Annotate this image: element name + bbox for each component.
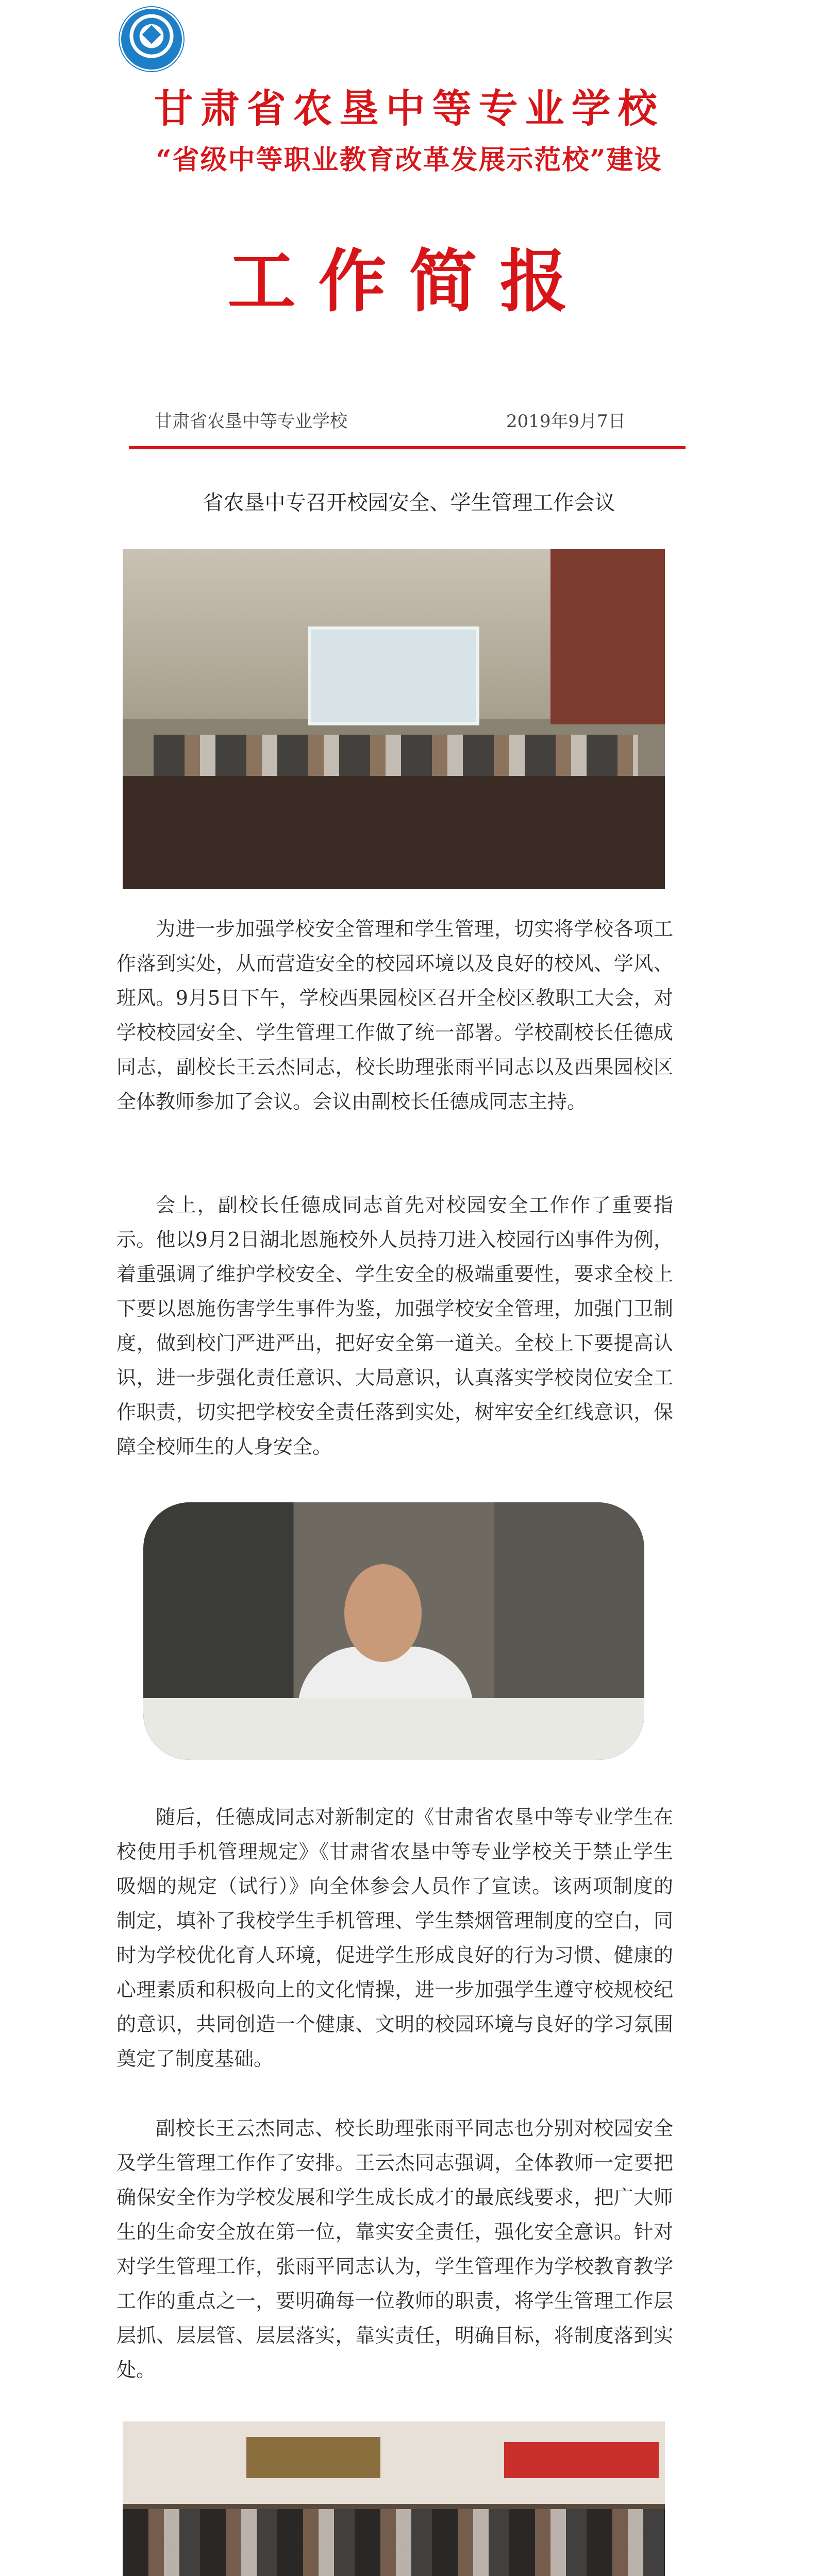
school-logo-icon xyxy=(120,7,183,71)
article-paragraph: 随后，任德成同志对新制定的《甘肃省农垦中等专业学生在校使用手机管理规定》《甘肃省农垦中等专业学校关于禁止学生吸烟的规定（试行）》向全体参会人员作了宣读。该两项制度的制定，填补了我校学生手机管理、学生禁烟管理制度的空白，同时为学校优化育人环境，促进学生形成良好的行为习惯、健康的心理素质和积极向上的文化情操，进一步加强学生遵守校规校纪的意识，共同创造一个健康、文明的校园环境与良好的学习氛围奠定了制度基础。 xyxy=(116,1806,673,2070)
meeting-room-photo xyxy=(123,549,665,889)
header-divider xyxy=(129,446,686,449)
article-title: 省农垦中专召开校园安全、学生管理工作会议 xyxy=(203,491,615,515)
issue-date: 2019年9月7日 xyxy=(506,411,626,432)
masthead-subtitle: “省级中等职业教育改革发展示范校”建设 xyxy=(156,144,662,176)
article-paragraph: 会上，副校长任德成同志首先对校园安全工作作了重要指示。他以9月2日湖北恩施校外人员持刀进入校园行凶事件为例，着重强调了维护学校安全、学生安全的极端重要性，要求全校上下要以恩施伤害学生事件为鉴，加强学校安全管理，加强门卫制度，做到校门严进严出，把好安全第一道关。全校上下要提高认识，进一步强化责任意识、大局意识，认真落实学校岗位安全工作职责，切实把学校安全责任落到实处，树牢安全红线意识，保障全校师生的人身安全。 xyxy=(116,1194,673,1458)
article-paragraph: 副校长王云杰同志、校长助理张雨平同志也分别对校园安全及学生管理工作作了安排。王云杰同志强调，全体教师一定要把确保安全作为学校发展和学生成长成才的最底线要求，把广大师生的生命安全放在第一位，靠实安全责任，强化安全意识。针对对学生管理工作，张雨平同志认为，学生管理作为学校教育教学工作的重点之一，要明确每一位教师的职责，将学生管理工作层层抓、层层管、层层落实，靠实责任，明确目标，将制度落到实处。 xyxy=(116,2117,673,2381)
school-name: 甘肃省农垦中等专业学校 xyxy=(154,86,664,131)
issuer: 甘肃省农垦中等专业学校 xyxy=(155,411,347,432)
brief-title: 工作简报 xyxy=(227,242,591,321)
audience-photo xyxy=(123,2421,665,2576)
speaker-photo xyxy=(143,1502,644,1760)
article-paragraph: 为进一步加强学校安全管理和学生管理，切实将学校各项工作落到实处，从而营造安全的校园环境以及良好的校风、学风、班风。9月5日下午，学校西果园校区召开全校区教职工大会，对学校校园安全、学生管理工作做了统一部署。学校副校长任德成同志，副校长王云杰同志，校长助理张雨平同志以及西果园校区全体教师参加了会议。会议由副校长任德成同志主持。 xyxy=(116,918,673,1113)
